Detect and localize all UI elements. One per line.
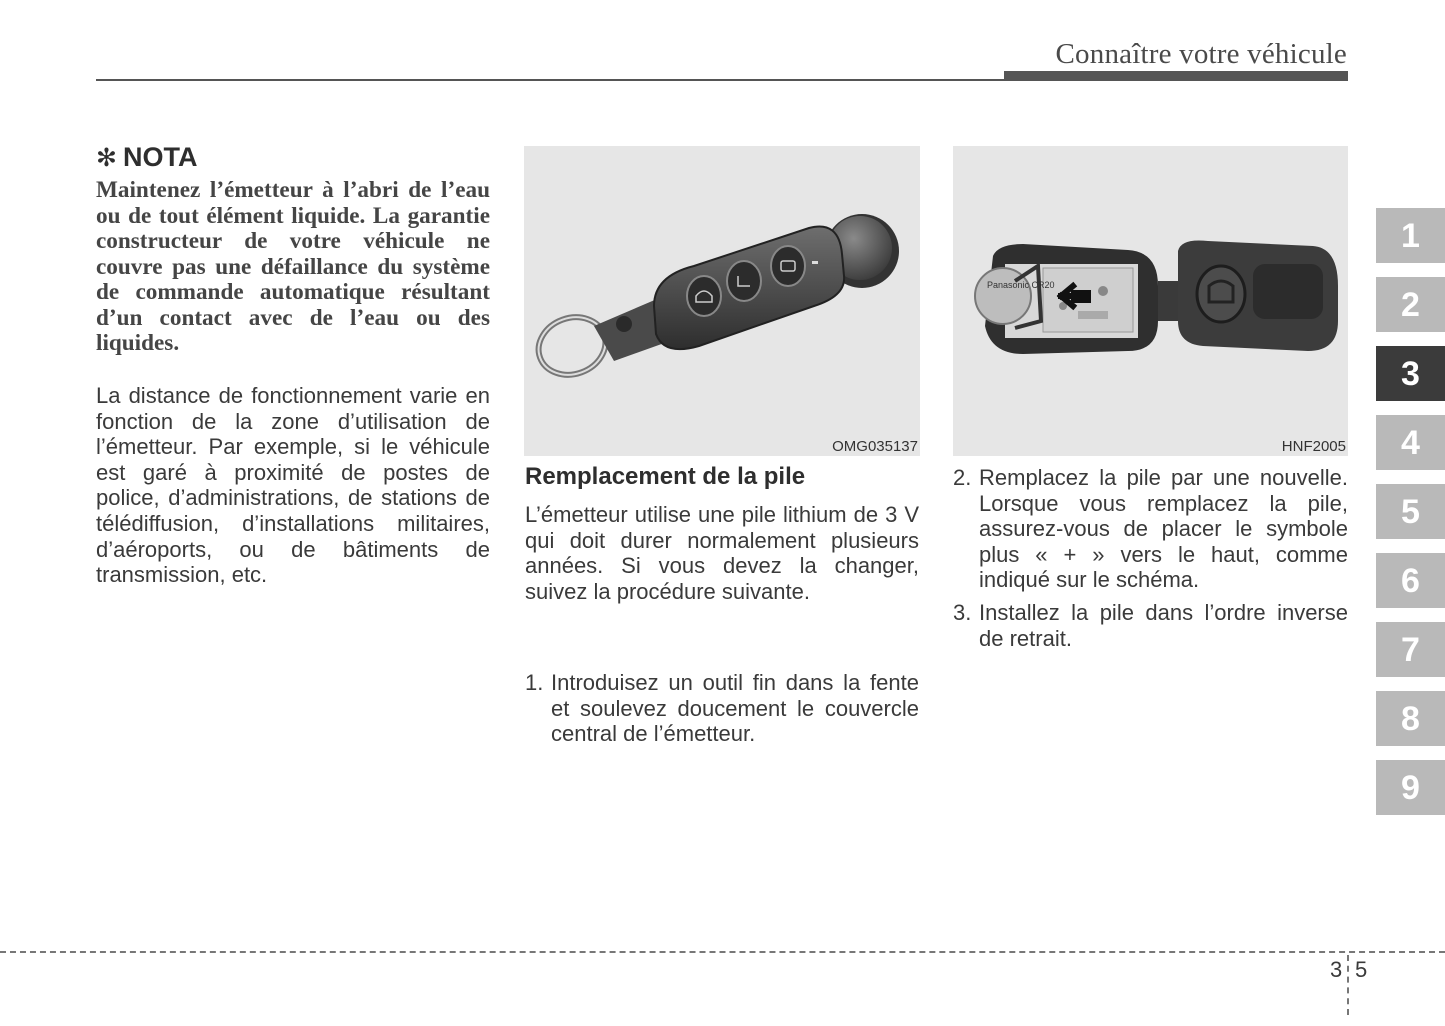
figure-code: OMG035137 [832, 438, 918, 455]
header-rule-accent [1004, 71, 1348, 80]
step-number: 2. [953, 465, 972, 490]
chapter-tab-8[interactable]: 8 [1376, 691, 1445, 746]
battery-paragraph: L’émetteur utilise une pile lithium de 3 V qui doit durer normalement plusieurs années. Si vous devez la changer, suivez la procédure suivante. [525, 502, 919, 604]
header-title: Connaître votre véhicule [1055, 38, 1347, 70]
chapter-tab-7[interactable]: 7 [1376, 622, 1445, 677]
footer-rule [0, 951, 1445, 953]
distance-paragraph: La distance de fonctionnement varie en fonction de la zone d’utilisation de l’émetteur. Par exemple, si le véhicule est garé à proximité de postes de police, d’administrations, de stations de télédiffusion, d’installations militaires, d’aéroports, ou de bâtiments de transmission, etc. [96, 383, 490, 588]
nota-heading [96, 142, 197, 173]
key-fob-illustration [524, 146, 920, 456]
chapter-tab-6[interactable]: 6 [1376, 553, 1445, 608]
page-number-divider [1347, 955, 1349, 1015]
figure-code: HNF2005 [1281, 438, 1346, 455]
page-section-number: 3 [1330, 957, 1343, 982]
step-number: 1. [525, 670, 544, 695]
asterisk-icon: ✻ [96, 144, 117, 172]
section-heading: Remplacement de la pile [525, 463, 806, 490]
step-text: Remplacez la pile par une nouvelle. Lorsque vous remplacez la pile, assurez-vous de placer le symbole plus « + » vers le haut, comme indiqué sur le schéma. [979, 465, 1348, 593]
step-text: Installez la pile dans l’ordre inverse de retrait. [979, 600, 1348, 651]
chapter-tab-5[interactable]: 5 [1376, 484, 1445, 539]
open-fob-illustration [953, 146, 1348, 456]
step-text: Introduisez un outil fin dans la fente et soulevez doucement le couvercle central de l’émetteur. [551, 670, 919, 747]
chapter-tab-9[interactable]: 9 [1376, 760, 1445, 815]
chapter-tab-4[interactable]: 4 [1376, 415, 1445, 470]
chapter-tab-2[interactable]: 2 [1376, 277, 1445, 332]
step-number: 3. [953, 600, 972, 625]
figure-key-fob [524, 146, 920, 456]
figure-open-fob [953, 146, 1348, 456]
nota-text: Maintenez l’émetteur à l’abri de l’eau ou de tout élément liquide. La garantie constructeur de votre véhicule ne couvre pas une défaillance du système de commande automatique résultant d’un contact avec de l’eau ou des liquides. [96, 177, 490, 356]
chapter-tab-1[interactable]: 1 [1376, 208, 1445, 263]
chapter-tab-3[interactable]: 3 [1376, 346, 1445, 401]
battery-label: Panasonic CR20 [987, 280, 1055, 290]
page-number: 5 [1355, 957, 1368, 982]
nota-label: NOTA [122, 142, 198, 172]
